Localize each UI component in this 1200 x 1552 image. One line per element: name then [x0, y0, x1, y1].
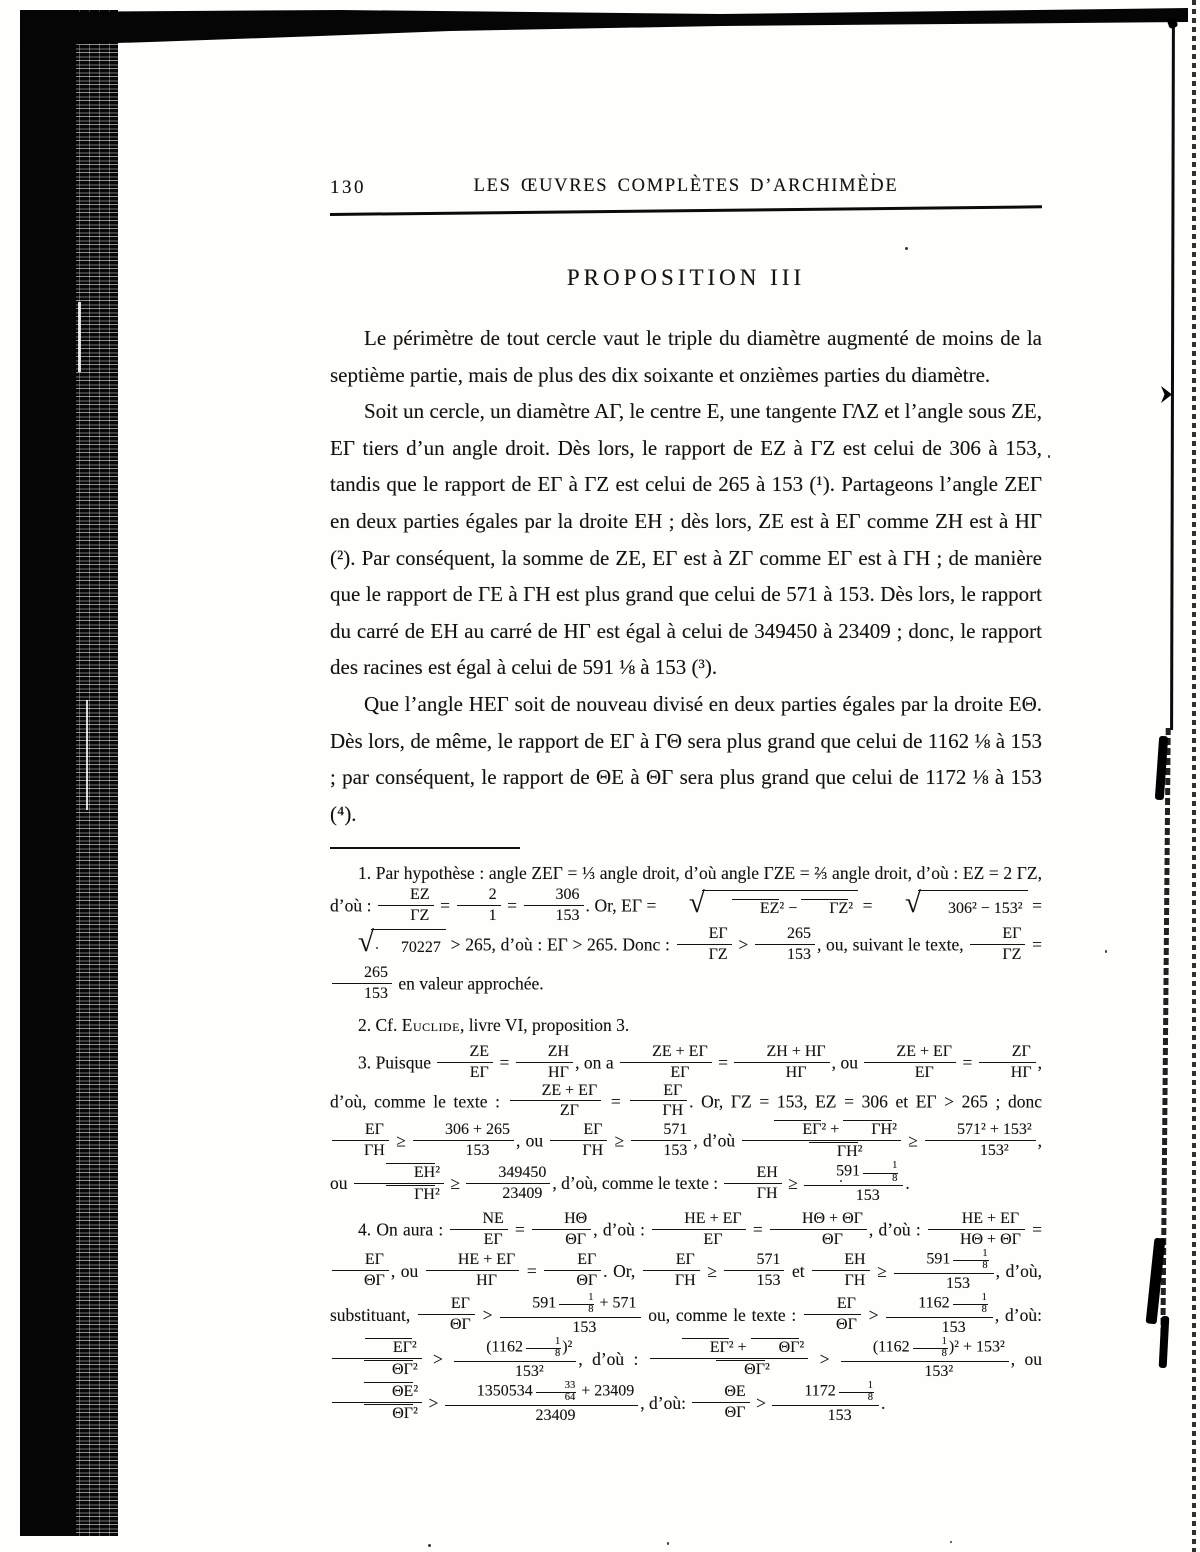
page-content [330, 176, 1042, 1432]
footnote-text: en valeur approchée. [394, 973, 544, 994]
scan-top-band [20, 8, 1188, 46]
fraction: $\frac{E\Gamma}{\Theta\Gamma}$ [544, 1251, 601, 1290]
footnote-text: = [521, 1260, 543, 1281]
footnote-text: = [495, 1052, 514, 1073]
footnote-text: ou, comme le texte : [642, 1304, 803, 1325]
footnote-text: = [509, 1219, 531, 1240]
fraction: $\frac{ZE}{E\Gamma}$ [437, 1043, 493, 1082]
square-root: √ EZ² − ΓZ² [661, 888, 858, 924]
footnote-text: = [502, 895, 522, 916]
paragraph-enonce: Le périmètre de tout cercle vaut le triple du diamètre augmenté de moins de la septième partie, mais de plus des dix soixante et onzièmes parties du diamètre. [330, 326, 1042, 387]
page-number: 130 [330, 177, 366, 198]
fraction: $\frac{\text{EΓ² + ΓH²}}{\text{ΓH²}}$ [742, 1120, 900, 1161]
footnote-text: > [476, 1304, 499, 1325]
footnote-text: = [603, 1090, 629, 1111]
footnote-text: = [1027, 895, 1042, 916]
fraction: $\frac{HE + E\Gamma}{H\Theta + \Theta\Gamma}$ [928, 1210, 1025, 1249]
proposition-title: PROPOSITION III [566, 265, 806, 290]
footnote-text: ≥ [446, 1173, 465, 1194]
fraction: $\frac{\text{EH²}}{\text{ΓH²}}$ [354, 1163, 444, 1204]
footnote-text: , d’où : [593, 1219, 651, 1240]
fraction: 1172 $\frac{1}{8}$ 153 [772, 1381, 879, 1425]
fraction: $\frac{306}{153}$ [524, 886, 584, 925]
fraction: $\frac{\Theta E}{\Theta\Gamma}$ [692, 1383, 749, 1422]
footnote-text: 1. Par hypothèse : angle ZEΓ = ⅓ angle droit, d’où angle ΓZE = ⅔ angle droit, d’où : EZ = 2 ΓZ, d’où : [330, 863, 1042, 916]
footnote-text: ≥ [609, 1130, 630, 1151]
footnote-text: = [958, 1052, 977, 1073]
fraction: 591 $\frac{1}{8}$ 153 [804, 1161, 903, 1205]
fraction: $\frac{NE}{E\Gamma}$ [450, 1210, 507, 1249]
fraction: $\frac{Z\Gamma}{H\Gamma}$ [979, 1043, 1036, 1082]
header-rule [330, 205, 1042, 216]
fraction: $\frac{265}{153}$ [755, 925, 815, 964]
footnote-text: , d’où: [994, 1304, 1042, 1325]
fraction: $\frac{E\Gamma}{\Gamma Z}$ [970, 925, 1025, 964]
fraction: $\frac{ZH + H\Gamma}{H\Gamma}$ [734, 1043, 829, 1082]
fraction: $\frac{\text{ΘE²}}{\text{ΘΓ²}}$ [332, 1382, 422, 1423]
scan-right-line [1170, 22, 1175, 730]
fraction: $\frac{\text{EΓ² + ΘΓ²}}{\text{ΘΓ²}}$ [650, 1338, 808, 1379]
fraction: $\frac{\text{571² + 153²}}{\text{153²}}$ [925, 1121, 1036, 1160]
fraction: $\frac{306 + 265}{153}$ [413, 1121, 514, 1160]
footnote-text: , on a [575, 1052, 619, 1073]
fraction: $\frac{EZ}{\Gamma Z}$ [378, 886, 434, 925]
scan-ink-blob [1159, 1316, 1170, 1368]
fraction: $\frac{2}{1}$ [457, 886, 501, 925]
fraction: $\frac{H\Theta}{\Theta\Gamma}$ [532, 1210, 591, 1249]
scan-speck [428, 1544, 431, 1547]
footnote-text: , d’où: [640, 1392, 691, 1413]
fraction: $\frac{E\Gamma}{\Gamma H}$ [332, 1121, 389, 1160]
fraction: 591 $\frac{1}{8}$ + 571 153 [500, 1293, 640, 1337]
footnote-text: et [786, 1260, 811, 1281]
footnote-text: . Or, [603, 1260, 641, 1281]
footnote [330, 1042, 1043, 1207]
footnote-text: . [905, 1173, 910, 1194]
scan-page-edge [1192, 0, 1196, 1552]
footnote-text: ≥ [390, 1130, 411, 1151]
footnote-text: , d’où : [578, 1348, 648, 1369]
footnote-text: > [424, 1392, 443, 1413]
fraction: $\frac{E\Gamma}{\Theta\Gamma}$ [418, 1295, 475, 1334]
fraction: $\frac{\text{EΓ²}}{\text{ΘΓ²}}$ [332, 1338, 422, 1379]
fraction: $\frac{349450}{23409}$ [466, 1164, 550, 1203]
paragraph-suite: Que l’angle HEΓ soit de nouveau divisé en deux parties égales par la droite EΘ. Dès lors, de même, le rapport de EΓ à ΓΘ sera plus grand que celui de 1162 ⅛ à 153 ; par conséquent, le rapport de ΘE à ΘΓ sera plus grand que celui de 1172 ⅛ à 153 (⁴). [330, 691, 1042, 826]
scan-speck [873, 173, 875, 175]
footnote-text: = [747, 1219, 768, 1240]
fraction: $\frac{E\Gamma}{\Gamma H}$ [550, 1121, 607, 1160]
square-root: √ 70227 [330, 927, 446, 963]
footnote-text: > [751, 1392, 771, 1413]
fraction: $\frac{ZE + E\Gamma}{Z\Gamma}$ [510, 1082, 602, 1121]
paragraph-construction: Soit un cercle, un diamètre AΓ, le centre E, une tangente ΓΛZ et l’angle sous ZE, EΓ tiers d’un angle droit. Dès lors, le rapport de EZ à ΓZ est celui de 306 à 153, tandis que le rapport de EΓ à ΓZ est celui de 265 à 153 (¹). Partageons l’angle ZEΓ en deux parties égales par la droite EH ; dès lors, ZE est à EΓ comme ZH est à HΓ (²). Par conséquent, la somme de ZE, EΓ est à ZΓ comme EΓ est à ΓH ; de manière que le rapport de ΓE à ΓH est plus grand que celui de 571 à 153. Dès lors, le rapport du carré de EH au carré de HΓ est égal à celui de 349450 à 23409 ; donc, le rapport des racines est égal à celui de 591 ⅛ à 153 (³). [330, 399, 1042, 680]
footnote-text: , ou [831, 1052, 863, 1073]
footnote-text: , d’où, comme le texte : [330, 1052, 1042, 1111]
fraction: $\frac{E\Gamma}{\Theta\Gamma}$ [804, 1295, 861, 1334]
footnote-text: 4. On aura : [358, 1219, 449, 1240]
footnote-text: ≥ [871, 1260, 893, 1281]
fraction: $\frac{E\Gamma}{\Theta\Gamma}$ [332, 1251, 389, 1290]
footnote-text: , ou, suivant le texte, [816, 934, 969, 955]
footnote-text: ≥ [701, 1260, 723, 1281]
fraction: 591 $\frac{1}{8}$ 153 [894, 1249, 993, 1293]
fraction: 1162 $\frac{1}{8}$ 153 [886, 1293, 993, 1337]
fraction: $\frac{ZE + E\Gamma}{E\Gamma}$ [864, 1043, 956, 1082]
footnote-text: > [810, 1348, 839, 1369]
fraction: $\frac{H\Theta + \Theta\Gamma}{\Theta\Gamma}$ [770, 1210, 867, 1249]
footnote-text: . [880, 1392, 886, 1413]
footnote-text: ≥ [783, 1173, 803, 1194]
footnote-text: , d’où [693, 1130, 741, 1151]
footnote-text: = [435, 895, 455, 916]
footnote-text: > [423, 1348, 453, 1369]
footnote-text: , d’où : [868, 1219, 926, 1240]
footnote-text: 3. Puisque [358, 1052, 436, 1073]
footnotes [330, 858, 1042, 1426]
fraction: $\frac{EH}{\Gamma H}$ [812, 1251, 869, 1290]
fraction: $\frac{ZH}{H\Gamma}$ [516, 1043, 573, 1082]
fraction: 1350534 $\frac{33}{64}$ + 23409 23409 [445, 1381, 639, 1425]
footnote-text: = [713, 1052, 733, 1073]
footnote-text: , ou [516, 1130, 549, 1151]
scan-gutter-band [20, 10, 118, 1536]
footnote-text: , d’où, comme le texte : [552, 1173, 723, 1194]
scan-speck [1048, 455, 1050, 458]
fraction: $\frac{571}{153}$ [724, 1251, 784, 1290]
footnote-separator [330, 847, 520, 849]
footnote-text: , ou [1010, 1348, 1043, 1369]
fraction: $\frac{265}{153}$ [332, 964, 392, 1003]
fraction: $\frac{HE + E\Gamma}{E\Gamma}$ [652, 1210, 745, 1249]
scan-speck [667, 1542, 669, 1545]
square-root: √ 306² − 153² [877, 888, 1028, 924]
scan-gutter-slit [78, 302, 81, 372]
fraction: $\frac{E\Gamma}{\Gamma H}$ [630, 1082, 687, 1121]
footnote [330, 1212, 1042, 1426]
footnote-text: 2. Cf. Euclide, livre VI, proposition 3. [358, 1014, 630, 1035]
footnote-text: > 265, d’où : EΓ > 265. Donc : [445, 934, 675, 955]
fraction: $\frac{E\Gamma}{\Gamma Z}$ [677, 925, 732, 964]
fraction: (1162 $\frac{1}{8}$ )² + 153² 153² [841, 1337, 1009, 1381]
page-header [330, 176, 1042, 206]
footnote-text: = [1027, 934, 1042, 955]
footnote-text: > [862, 1304, 885, 1325]
footnote-text: = [1026, 1219, 1042, 1240]
footnote [330, 858, 1042, 1004]
fraction: $\frac{ZE + E\Gamma}{E\Gamma}$ [620, 1043, 712, 1082]
footnote-text: > [733, 934, 753, 955]
footnote-text: . Or, ΓZ = 153, EZ = 306 et EΓ > 265 ; donc [689, 1090, 1042, 1111]
scan-gutter-slit [86, 700, 88, 810]
footnote-text: . Or, EΓ = [585, 895, 661, 916]
fraction: $\frac{E\Gamma}{\Gamma H}$ [643, 1251, 700, 1290]
fraction: $\frac{EH}{\Gamma H}$ [724, 1164, 781, 1203]
footnote-text: , ou [390, 1260, 424, 1281]
footnote-text: = [858, 895, 878, 916]
scan-speck [1105, 950, 1107, 953]
footnote-text: ≥ [902, 1130, 924, 1151]
footnote [330, 1010, 1042, 1040]
fraction: (1162 $\frac{1}{8}$ )² 153² [454, 1337, 576, 1381]
footnote-text: , ou [330, 1130, 1043, 1194]
footnote-text: , d’où, substituant, [330, 1260, 1043, 1325]
fraction: $\frac{HE + E\Gamma}{H\Gamma}$ [426, 1251, 519, 1290]
fraction: $\frac{571}{153}$ [631, 1121, 691, 1160]
scan-speck [950, 1541, 952, 1543]
running-title: LES ŒUVRES COMPLÈTES D’ARCHIMÈDE [473, 176, 899, 196]
